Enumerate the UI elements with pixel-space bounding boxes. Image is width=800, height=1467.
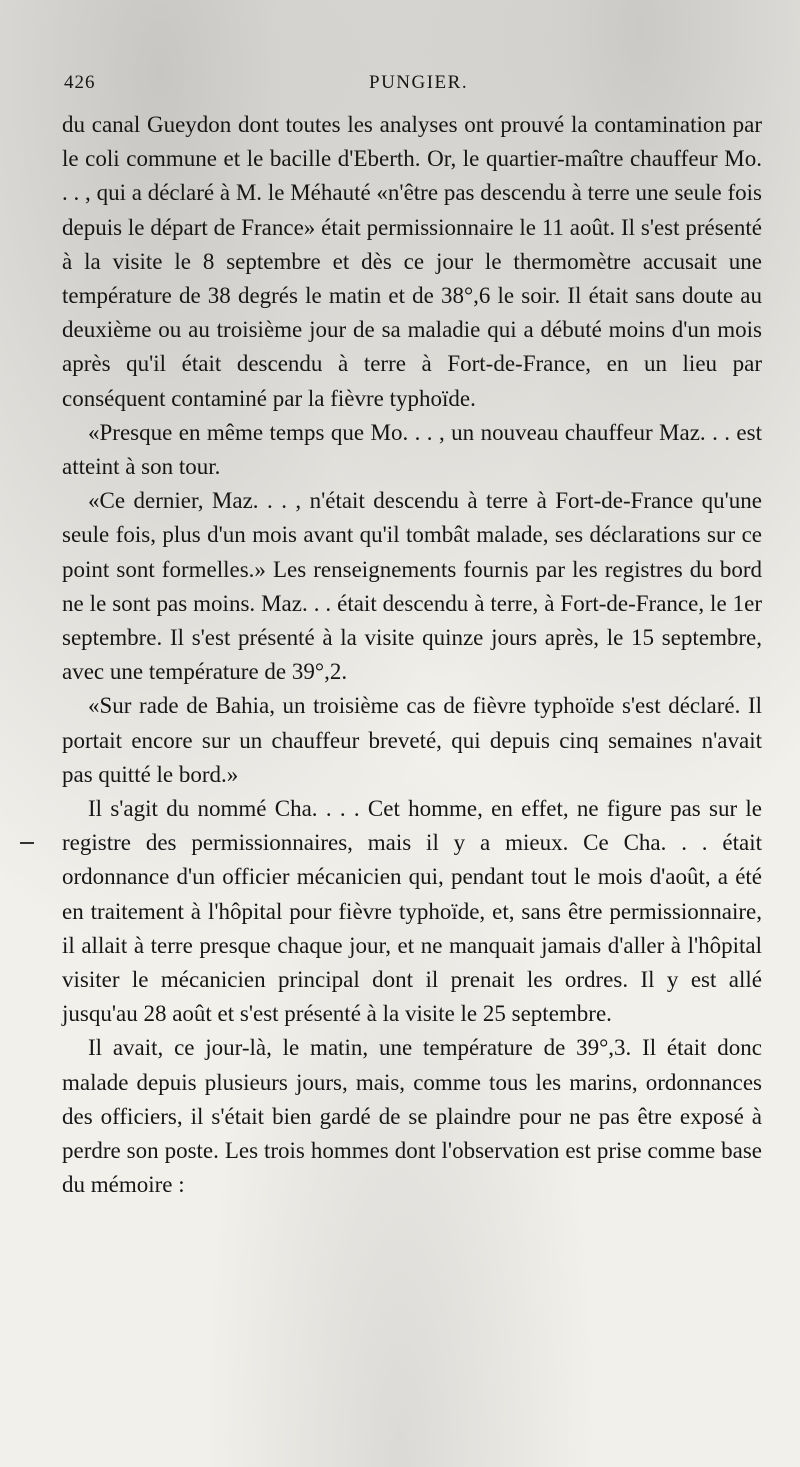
margin-mark <box>20 842 34 844</box>
paragraph-5: Il s'agit du nommé Cha. . . . Cet homme, en effet, ne figure pas sur le registre des permissionnaires, mais il y a mieux. Ce Cha. . . était ordonnance d'un officier mécanicien qui, pendant tout le mois d'août, a été en traitement à l'hôpital pour fièvre typhoïde, et, sans être permissionnaire, il allait à terre presque chaque jour, et ne manquait jamais d'aller à l'hôpital visiter le mécanicien principal dont il prenait les ordres. Il y est allé jusqu'au 28 août et s'est présenté à la visite le 25 septembre. <box>62 796 762 1027</box>
paragraph-1: du canal Gueydon dont toutes les analyses ont prouvé la contamination par le coli commune et le bacille d'Eberth. Or, le quartier-maître chauffeur Mo. . . , qui a déclaré à M. le Méhauté «n'être pas descendu à terre une seule fois depuis le départ de France» était permissionnaire le 11 août. Il s'est présenté à la visite le 8 septembre et dès ce jour le thermomètre accusait une température de 38 degrés le matin et de 38°,6 le soir. Il était sans doute au deuxième ou au troisième jour de sa maladie qui a débuté moins d'un mois après qu'il était descendu à terre à Fort-de-France, en un lieu par conséquent contaminé par la fièvre typhoïde. <box>62 112 762 411</box>
running-title: PUNGIER. <box>369 72 469 93</box>
page-number: 426 <box>64 72 96 93</box>
paragraph-4: «Sur rade de Bahia, un troisième cas de fièvre typhoïde s'est déclaré. Il portait encore sur un chauffeur breveté, qui depuis cinq semaines n'avait pas quitté le bord.» <box>62 693 762 787</box>
body-text <box>62 108 762 1203</box>
paragraph-6: Il avait, ce jour-là, le matin, une température de 39°,3. Il était donc malade depuis plusieurs jours, mais, comme tous les marins, ordonnances des officiers, il s'était bien gardé de se plaindre pour ne pas être exposé à perdre son poste. Les trois hommes dont l'observation est prise comme base du mémoire : <box>62 1035 762 1198</box>
paragraph-3: «Ce dernier, Maz. . . , n'était descendu à terre à Fort-de-France qu'une seule fois, plus d'un mois avant qu'il tombât malade, ses déclarations sur ce point sont formelles.» Les renseignements fournis par les registres du bord ne le sont pas moins. Maz. . . était descendu à terre, à Fort-de-France, le 1er septembre. Il s'est présenté à la visite quinze jours après, le 15 septembre, avec une température de 39°,2. <box>62 488 762 685</box>
paragraph-2: «Presque en même temps que Mo. . . , un nouveau chauffeur Maz. . . est atteint à son tour. <box>62 419 762 480</box>
running-head <box>64 72 754 102</box>
